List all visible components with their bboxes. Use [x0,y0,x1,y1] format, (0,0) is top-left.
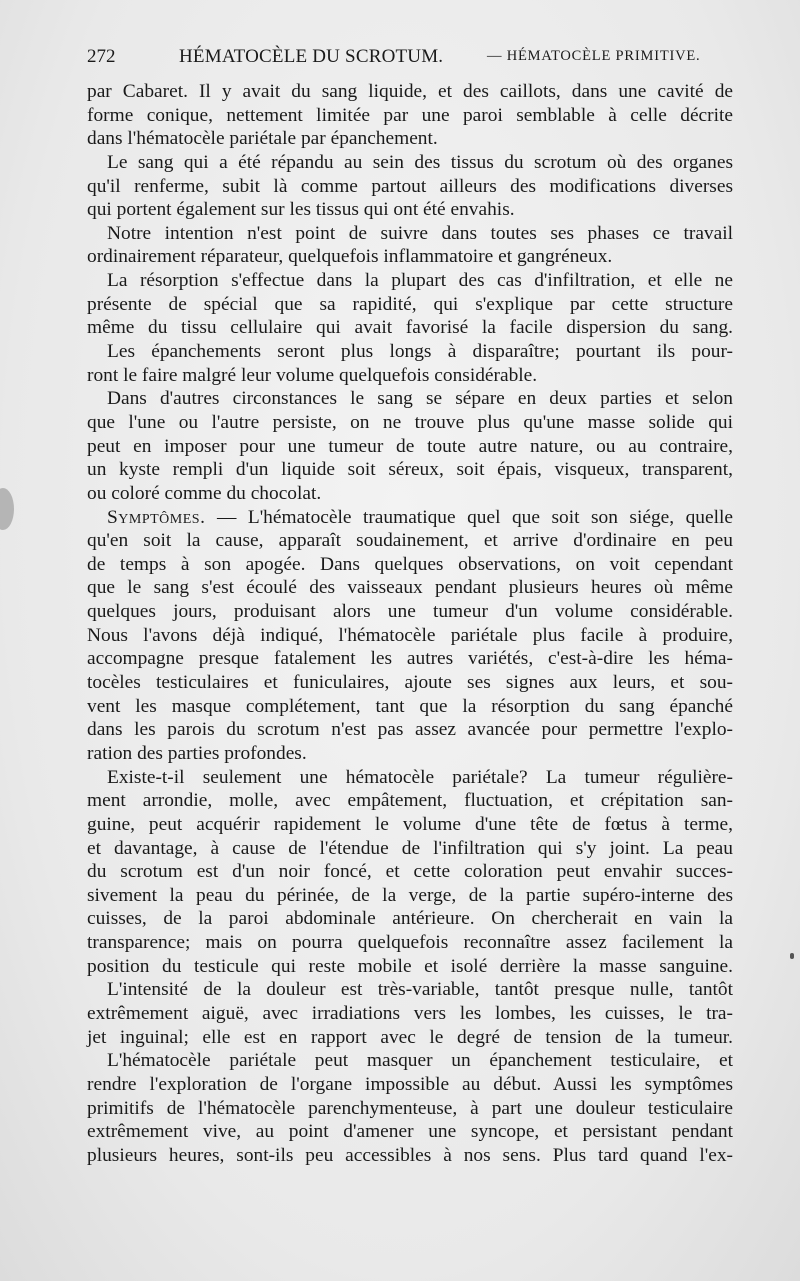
text-line: ou coloré comme du chocolat. [87,482,322,504]
text-line: jet inguinal; elle est en rapport avec le degré de tension de la tumeur. [87,1026,733,1048]
text-line: sivement la peau du périnée, de la verge, de la partie supéro-interne des [87,884,733,906]
text-line: Dans d'autres circonstances le sang se sépare en deux parties et selon [107,388,733,410]
text-line: un kyste rempli d'un liquide soit séreux, soit épais, visqueux, transparent, [87,459,733,481]
running-subtitle: — HÉMATOCÈLE PRIMITIVE. [487,48,701,64]
text-line: vent les masque complétement, tant que la résorption du sang épanché [87,695,733,717]
margin-mark [790,953,794,959]
text-line: peut en imposer pour une tumeur de toute autre nature, ou au contraire, [87,435,733,457]
text-line: Les épanchements seront plus longs à disparaître; pourtant ils pour- [107,341,733,363]
text-line: ordinairement réparateur, quelquefois inflammatoire et gangréneux. [87,246,613,268]
text-line: L'hématocèle pariétale peut masquer un épanchement testiculaire, et [107,1050,733,1072]
text-line: ration des parties profondes. [87,742,307,764]
running-title: HÉMATOCÈLE DU SCROTUM. [179,46,444,67]
text-line: ront le faire malgré leur volume quelquefois considérable. [87,364,538,386]
text-line: quelques jours, produisant alors une tumeur d'un volume considérable. [87,601,733,623]
text-line: tocèles testiculaires et funiculaires, ajoute ses signes aux leurs, et sou- [87,672,733,694]
text-line: L'intensité de la douleur est très-variable, tantôt presque nulle, tantôt [107,979,733,1001]
text-line: Notre intention n'est point de suivre dans toutes ses phases ce travail [107,222,733,244]
text-line: que l'une ou l'autre persiste, on ne trouve plus qu'une masse solide qui [87,411,733,433]
text-line: position du testicule qui reste mobile et isolé derrière la masse sanguine. [87,955,733,977]
text-line: Le sang qui a été répandu au sein des tissus du scrotum où des organes [107,151,733,173]
text-line: du scrotum est d'un noir foncé, et cette coloration peut envahir succes- [87,861,733,883]
text-line: guine, peut acquérir rapidement le volume d'une tête de fœtus à terme, [87,813,733,835]
text-line: cuisses, de la paroi abdominale antérieure. On chercherait en vain la [87,908,733,930]
text-line: Nous l'avons déjà indiqué, l'hématocèle pariétale plus facile à produire, [87,624,733,646]
text-line-continuation: — L'hématocèle traumatique quel que soit son siége, quelle [216,506,733,528]
ink-blot [0,488,14,530]
page-number: 272 [87,46,116,67]
text-line: transparence; mais on pourra quelquefois reconnaître assez facilement la [87,932,733,954]
section-heading-symptoms: Symptômes. [107,506,206,528]
text-line: de temps à son apogée. Dans quelques observations, on voit cependant [87,553,733,575]
text-line: ment arrondie, molle, avec empâtement, fluctuation, et crépitation san- [87,790,733,812]
text-line: Existe-t-il seulement une hématocèle pariétale? La tumeur régulière- [107,766,733,788]
text-line: qui portent également sur les tissus qui ont été envahis. [87,199,515,221]
text-line: rendre l'exploration de l'organe impossible au début. Aussi les symptômes [87,1073,733,1095]
text-line: présente de spécial que sa rapidité, qui s'explique par cette structure [87,293,733,315]
text-line: primitifs de l'hématocèle parenchymenteuse, à part une douleur testiculaire [87,1097,733,1119]
text-line [87,506,733,530]
text-line: qu'en soit la cause, apparaît soudainement, et arrive d'ordinaire en peu [87,530,733,552]
text-line: La résorption s'effectue dans la plupart des cas d'infiltration, et elle ne [107,270,733,292]
running-header [87,46,737,74]
body-text [87,80,733,1167]
text-line: par Cabaret. Il y avait du sang liquide, et des caillots, dans une cavité de [87,81,733,102]
text-line: qu'il renferme, subit là comme partout ailleurs des modifications diverses [87,175,733,197]
text-line: et davantage, à cause de l'étendue de l'infiltration qui s'y joint. La peau [87,837,733,859]
text-line: accompagne presque fatalement les autres variétés, c'est-à-dire les héma- [87,648,733,670]
text-line: dans l'hématocèle pariétale par épanchement. [87,128,438,150]
text-line: que le sang s'est écoulé des vaisseaux pendant plusieurs heures où même [87,577,733,599]
text-line: extrêmement aiguë, avec irradiations vers les lombes, les cuisses, le tra- [87,1002,733,1024]
text-line: extrêmement vive, au point d'amener une syncope, et persistant pendant [87,1121,733,1143]
text-line: forme conique, nettement limitée par une paroi semblable à celle décrite [87,104,733,126]
text-line: plusieurs heures, sont-ils peu accessibles à nos sens. Plus tard quand l'ex- [87,1144,733,1166]
text-line: dans les parois du scrotum n'est pas assez avancée pour permettre l'explo- [87,719,733,741]
text-line: même du tissu cellulaire qui avait favorisé la facile dispersion du sang. [87,317,733,339]
